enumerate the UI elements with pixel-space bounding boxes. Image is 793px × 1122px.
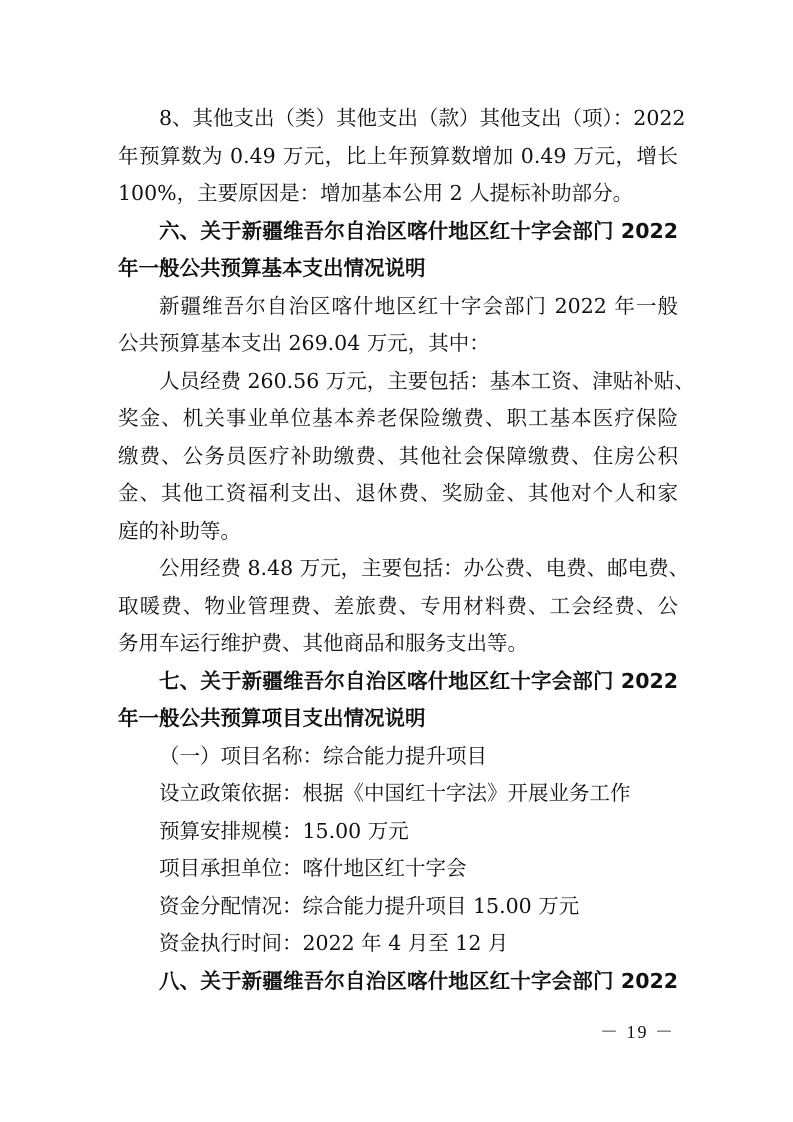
paragraph-line: 缴费、公务员医疗补助缴费、其他社会保障缴费、住房公积 — [118, 443, 678, 468]
section-heading-6-cont: 年一般公共预算基本支出情况说明 — [118, 256, 426, 280]
project-budget-scale: 预算安排规模：15.00 万元 — [159, 818, 409, 843]
paragraph-line: 奖金、机关事业单位基本养老保险缴费、职工基本医疗保险 — [118, 406, 678, 430]
section-heading-7: 七、关于新疆维吾尔自治区喀什地区红十字会部门 2022 — [159, 668, 678, 693]
project-fund-allocation: 资金分配情况：综合能力提升项目 15.00 万元 — [159, 893, 580, 918]
paragraph-line: 金、其他工资福利支出、退休费、奖励金、其他对个人和家 — [118, 481, 678, 505]
paragraph-line: 100%，主要原因是：增加基本公用 2 人提标补助部分。 — [118, 181, 634, 205]
project-undertaking-unit: 项目承担单位：喀什地区红十字会 — [159, 856, 467, 880]
paragraph-line: 新疆维吾尔自治区喀什地区红十字会部门 2022 年一般 — [159, 293, 678, 318]
paragraph-line: 8、其他支出（类）其他支出（款）其他支出（项）：2022 — [159, 106, 686, 130]
paragraph-line: 公共预算基本支出 269.04 万元，其中： — [118, 331, 490, 355]
section-heading-7-cont: 年一般公共预算项目支出情况说明 — [118, 706, 426, 730]
paragraph-line: 务用车运行维护费、其他商品和服务支出等。 — [118, 631, 528, 655]
paragraph-line: 取暖费、物业管理费、差旅费、专用材料费、工会经费、公 — [118, 593, 678, 618]
section-heading-6: 六、关于新疆维吾尔自治区喀什地区红十字会部门 2022 — [159, 218, 678, 243]
paragraph-line: 年预算数为 0.49 万元，比上年预算数增加 0.49 万元，增长 — [118, 143, 678, 168]
project-name: （一）项目名称：综合能力提升项目 — [159, 743, 487, 768]
paragraph-line: 人员经费 260.56 万元，主要包括：基本工资、津贴补贴、 — [159, 368, 695, 393]
paragraph-line: 公用经费 8.48 万元，主要包括：办公费、电费、邮电费、 — [159, 556, 690, 580]
page-number: － 19 － — [600, 1022, 675, 1042]
section-heading-8: 八、关于新疆维吾尔自治区喀什地区红十字会部门 2022 — [159, 968, 678, 993]
body-text — [118, 100, 695, 1000]
paragraph-line: 庭的补助等。 — [118, 518, 241, 543]
project-execution-time: 资金执行时间：2022 年 4 月至 12 月 — [159, 931, 509, 955]
project-policy-basis: 设立政策依据：根据《中国红十字法》开展业务工作 — [159, 781, 631, 805]
